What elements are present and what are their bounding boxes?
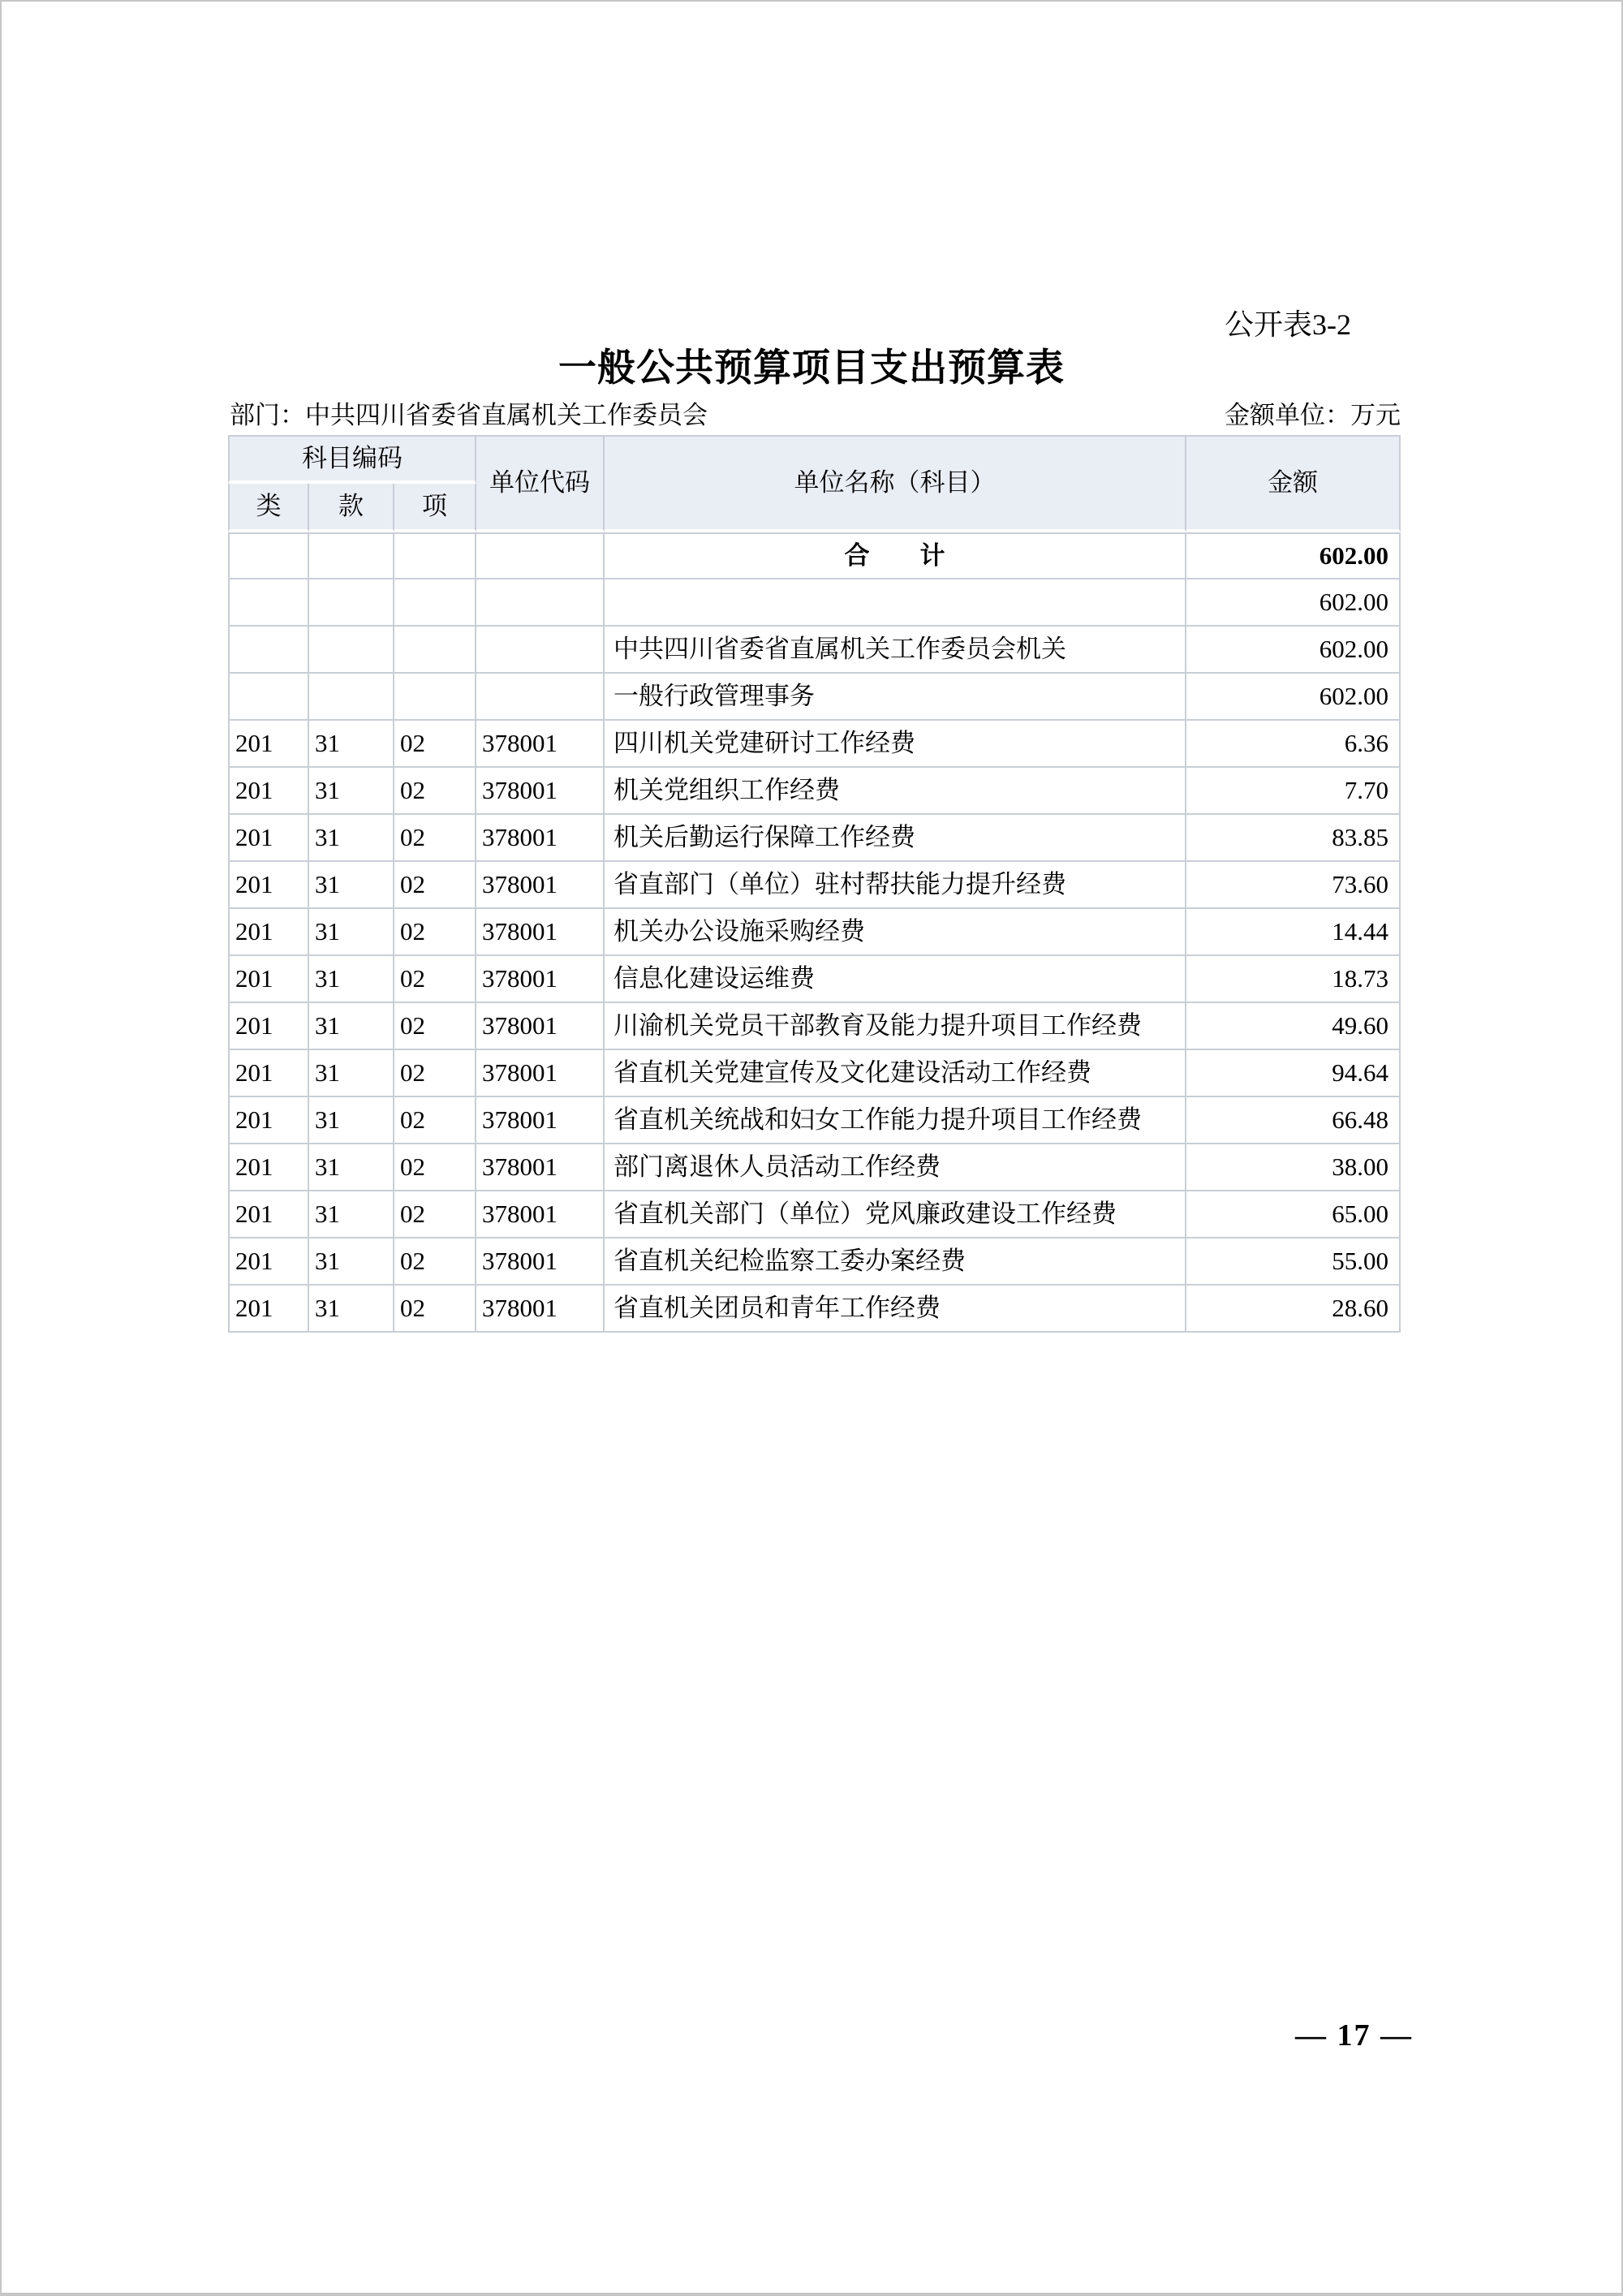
cell-name: 机关党组织工作经费 xyxy=(605,768,1186,815)
cell-lei: 201 xyxy=(228,1144,309,1191)
cell-unit-code xyxy=(476,532,605,579)
cell-amount: 94.64 xyxy=(1186,1050,1401,1097)
header-subject-code: 科目编码 xyxy=(228,435,476,484)
cell-xiang: 02 xyxy=(394,909,476,956)
cell-unit-code: 378001 xyxy=(476,768,605,815)
table-label: 公开表3-2 xyxy=(1225,308,1351,341)
cell-name: 部门离退休人员活动工作经费 xyxy=(605,1144,1186,1191)
cell-lei: 201 xyxy=(228,1286,309,1333)
table-row xyxy=(228,909,1401,956)
cell-kuan: 31 xyxy=(309,1003,394,1050)
cell-lei: 201 xyxy=(228,1097,309,1144)
cell-amount: 602.00 xyxy=(1186,579,1401,627)
cell-name: 中共四川省委省直属机关工作委员会机关 xyxy=(605,627,1186,674)
table-body xyxy=(228,532,1401,1333)
cell-amount: 66.48 xyxy=(1186,1097,1401,1144)
header-unit-name: 单位名称（科目） xyxy=(605,435,1186,532)
cell-lei xyxy=(228,674,309,721)
cell-unit-code: 378001 xyxy=(476,721,605,768)
cell-name: 四川机关党建研讨工作经费 xyxy=(605,721,1186,768)
cell-amount: 18.73 xyxy=(1186,956,1401,1003)
table-row xyxy=(228,1238,1401,1286)
cell-lei: 201 xyxy=(228,1050,309,1097)
cell-kuan: 31 xyxy=(309,721,394,768)
header-xiang: 项 xyxy=(394,484,476,532)
cell-xiang: 02 xyxy=(394,1191,476,1238)
cell-kuan xyxy=(309,674,394,721)
table-row xyxy=(228,627,1401,674)
cell-xiang: 02 xyxy=(394,1050,476,1097)
cell-xiang: 02 xyxy=(394,1003,476,1050)
header-lei: 类 xyxy=(228,484,309,532)
cell-name: 机关办公设施采购经费 xyxy=(605,909,1186,956)
cell-kuan xyxy=(309,627,394,674)
cell-xiang xyxy=(394,532,476,579)
table-row xyxy=(228,862,1401,909)
cell-unit-code xyxy=(476,674,605,721)
cell-name: 一般行政管理事务 xyxy=(605,674,1186,721)
cell-xiang: 02 xyxy=(394,862,476,909)
page-number: — 17 — xyxy=(1295,2018,1413,2053)
cell-lei xyxy=(228,532,309,579)
cell-name: 省直机关纪检监察工委办案经费 xyxy=(605,1238,1186,1286)
cell-lei: 201 xyxy=(228,768,309,815)
table-row xyxy=(228,815,1401,862)
table-row xyxy=(228,532,1401,579)
cell-unit-code xyxy=(476,579,605,627)
cell-kuan: 31 xyxy=(309,956,394,1003)
header-unit-code: 单位代码 xyxy=(476,435,605,532)
cell-lei: 201 xyxy=(228,1238,309,1286)
cell-kuan: 31 xyxy=(309,862,394,909)
cell-unit-code: 378001 xyxy=(476,1238,605,1286)
cell-kuan: 31 xyxy=(309,1144,394,1191)
cell-amount: 6.36 xyxy=(1186,721,1401,768)
cell-unit-code: 378001 xyxy=(476,1050,605,1097)
cell-unit-code: 378001 xyxy=(476,1191,605,1238)
cell-unit-code: 378001 xyxy=(476,1144,605,1191)
cell-name: 省直机关党建宣传及文化建设活动工作经费 xyxy=(605,1050,1186,1097)
cell-amount: 73.60 xyxy=(1186,862,1401,909)
cell-lei: 201 xyxy=(228,862,309,909)
cell-amount: 83.85 xyxy=(1186,815,1401,862)
table-row xyxy=(228,1144,1401,1191)
table-row xyxy=(228,721,1401,768)
cell-unit-code: 378001 xyxy=(476,909,605,956)
cell-lei: 201 xyxy=(228,909,309,956)
budget-table xyxy=(228,435,1401,1333)
cell-unit-code: 378001 xyxy=(476,815,605,862)
cell-xiang: 02 xyxy=(394,815,476,862)
cell-kuan: 31 xyxy=(309,815,394,862)
cell-amount: 602.00 xyxy=(1186,674,1401,721)
cell-name: 省直机关部门（单位）党风廉政建设工作经费 xyxy=(605,1191,1186,1238)
cell-name: 信息化建设运维费 xyxy=(605,956,1186,1003)
meta-row xyxy=(230,394,1401,431)
cell-unit-code: 378001 xyxy=(476,1286,605,1333)
table-row xyxy=(228,768,1401,815)
cell-xiang: 02 xyxy=(394,1144,476,1191)
department-label: 部门：中共四川省委省直属机关工作委员会 xyxy=(230,401,708,429)
table-header xyxy=(228,435,1401,532)
amount-unit-label: 金额单位：万元 xyxy=(1225,401,1401,429)
cell-kuan: 31 xyxy=(309,1097,394,1144)
cell-amount: 14.44 xyxy=(1186,909,1401,956)
table-row xyxy=(228,1050,1401,1097)
cell-xiang: 02 xyxy=(394,956,476,1003)
cell-kuan: 31 xyxy=(309,1238,394,1286)
cell-xiang: 02 xyxy=(394,1238,476,1286)
page-title: 一般公共预算项目支出预算表 xyxy=(558,346,1065,389)
cell-amount: 602.00 xyxy=(1186,532,1401,579)
cell-lei: 201 xyxy=(228,1191,309,1238)
cell-amount: 65.00 xyxy=(1186,1191,1401,1238)
cell-kuan: 31 xyxy=(309,1286,394,1333)
cell-lei: 201 xyxy=(228,956,309,1003)
cell-amount: 28.60 xyxy=(1186,1286,1401,1333)
cell-kuan xyxy=(309,579,394,627)
table-row xyxy=(228,1286,1401,1333)
cell-lei: 201 xyxy=(228,721,309,768)
cell-unit-code: 378001 xyxy=(476,1097,605,1144)
cell-unit-code: 378001 xyxy=(476,862,605,909)
table-row xyxy=(228,1191,1401,1238)
cell-amount: 49.60 xyxy=(1186,1003,1401,1050)
cell-xiang: 02 xyxy=(394,768,476,815)
cell-kuan: 31 xyxy=(309,768,394,815)
cell-lei: 201 xyxy=(228,1003,309,1050)
table-row xyxy=(228,579,1401,627)
cell-amount: 55.00 xyxy=(1186,1238,1401,1286)
cell-name: 川渝机关党员干部教育及能力提升项目工作经费 xyxy=(605,1003,1186,1050)
table-row xyxy=(228,674,1401,721)
cell-name: 省直部门（单位）驻村帮扶能力提升经费 xyxy=(605,862,1186,909)
cell-unit-code: 378001 xyxy=(476,1003,605,1050)
cell-xiang: 02 xyxy=(394,721,476,768)
cell-amount: 602.00 xyxy=(1186,627,1401,674)
cell-xiang: 02 xyxy=(394,1097,476,1144)
cell-xiang xyxy=(394,674,476,721)
cell-xiang: 02 xyxy=(394,1286,476,1333)
cell-xiang xyxy=(394,579,476,627)
cell-name: 省直机关团员和青年工作经费 xyxy=(605,1286,1186,1333)
cell-xiang xyxy=(394,627,476,674)
cell-name: 机关后勤运行保障工作经费 xyxy=(605,815,1186,862)
cell-name: 合 计 xyxy=(605,532,1186,579)
cell-lei xyxy=(228,627,309,674)
cell-name xyxy=(605,579,1186,627)
cell-kuan: 31 xyxy=(309,909,394,956)
header-amount: 金额 xyxy=(1186,435,1401,532)
table-row xyxy=(228,1097,1401,1144)
cell-amount: 7.70 xyxy=(1186,768,1401,815)
cell-unit-code xyxy=(476,627,605,674)
table-row xyxy=(228,1003,1401,1050)
cell-lei xyxy=(228,579,309,627)
cell-kuan: 31 xyxy=(309,1050,394,1097)
cell-kuan xyxy=(309,532,394,579)
cell-unit-code: 378001 xyxy=(476,956,605,1003)
cell-lei: 201 xyxy=(228,815,309,862)
cell-kuan: 31 xyxy=(309,1191,394,1238)
header-kuan: 款 xyxy=(309,484,394,532)
cell-name: 省直机关统战和妇女工作能力提升项目工作经费 xyxy=(605,1097,1186,1144)
cell-amount: 38.00 xyxy=(1186,1144,1401,1191)
table-row xyxy=(228,956,1401,1003)
